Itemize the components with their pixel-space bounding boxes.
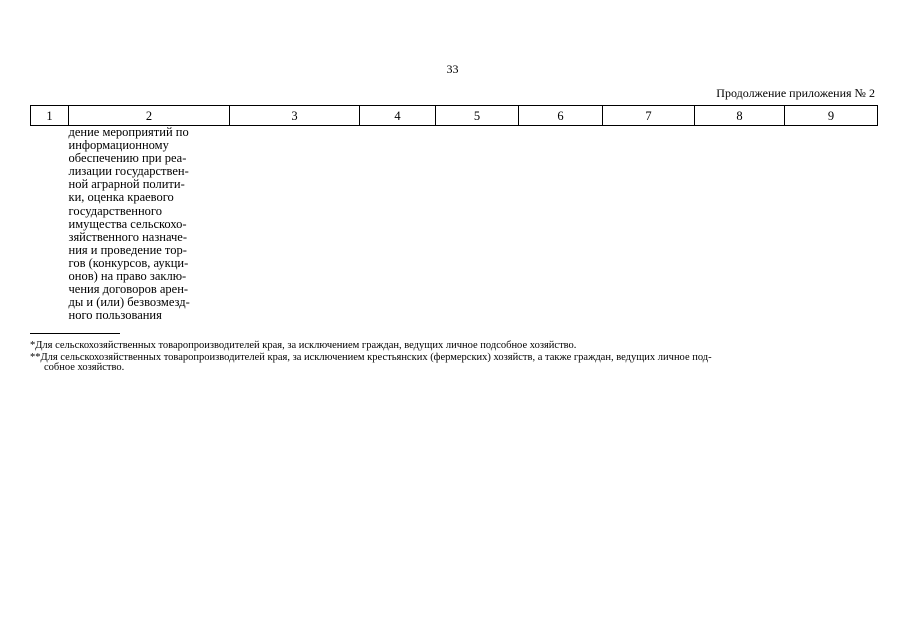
text-line: информационному [68, 138, 169, 153]
text-line: онов) на право заклю- [68, 269, 187, 284]
table-cell [360, 126, 436, 323]
text-line: ды и (или) безвозмезд- [68, 295, 190, 310]
table-cell [785, 126, 878, 323]
footnote-2-line-1: **Для сельскохозяйственных товаропроизводителей края, за исключением крестьянских (фермерских) хозяйств, а также граждан, ведущих личное под- [30, 351, 712, 363]
continuation-label: Продолжение приложения № 2 [716, 86, 875, 100]
text-line: ной аграрной полити- [68, 177, 185, 192]
text-line: государственного [68, 203, 162, 218]
column-header: 7 [603, 106, 695, 126]
text-line: зяйственного назначе- [68, 229, 187, 244]
footnote-divider [30, 333, 120, 334]
footnote-2-line-2: собное хозяйство. [44, 362, 125, 373]
text-line: гов (конкурсов, аукци- [68, 255, 189, 270]
text-line: ного пользования [68, 308, 162, 323]
description-text [69, 126, 219, 322]
column-header: 6 [519, 106, 603, 126]
column-header: 3 [230, 106, 360, 126]
text-line: чения договоров арен- [68, 282, 189, 297]
table-cell [695, 126, 785, 323]
column-header: 8 [695, 106, 785, 126]
footnote-2 [30, 353, 880, 374]
column-header: 2 [69, 106, 230, 126]
appendix-table [30, 105, 878, 322]
table-row [31, 126, 878, 323]
table-header-row [31, 106, 878, 126]
text-line: ния и проведение тор- [68, 242, 187, 257]
column-header: 5 [436, 106, 519, 126]
page-number: 33 [446, 62, 459, 76]
table-cell [603, 126, 695, 323]
text-line: лизации государствен- [68, 164, 189, 179]
column-header: 1 [31, 106, 69, 126]
text-line: ки, оценка краевого [68, 190, 174, 205]
column-header: 9 [785, 106, 878, 126]
table-cell [519, 126, 603, 323]
text-line: дение мероприятий по [68, 125, 189, 139]
column-header: 4 [360, 106, 436, 126]
table-cell-description [69, 126, 360, 323]
table-cell [436, 126, 519, 323]
text-line: имущества сельскохо- [68, 216, 187, 231]
table-cell [31, 126, 69, 323]
footnotes [30, 341, 880, 374]
text-line: обеспечению при реа- [68, 151, 187, 166]
footnote-1: *Для сельскохозяйственных товаропроизводителей края, за исключением граждан, ведущих личное подсобное хозяйство. [30, 340, 577, 351]
